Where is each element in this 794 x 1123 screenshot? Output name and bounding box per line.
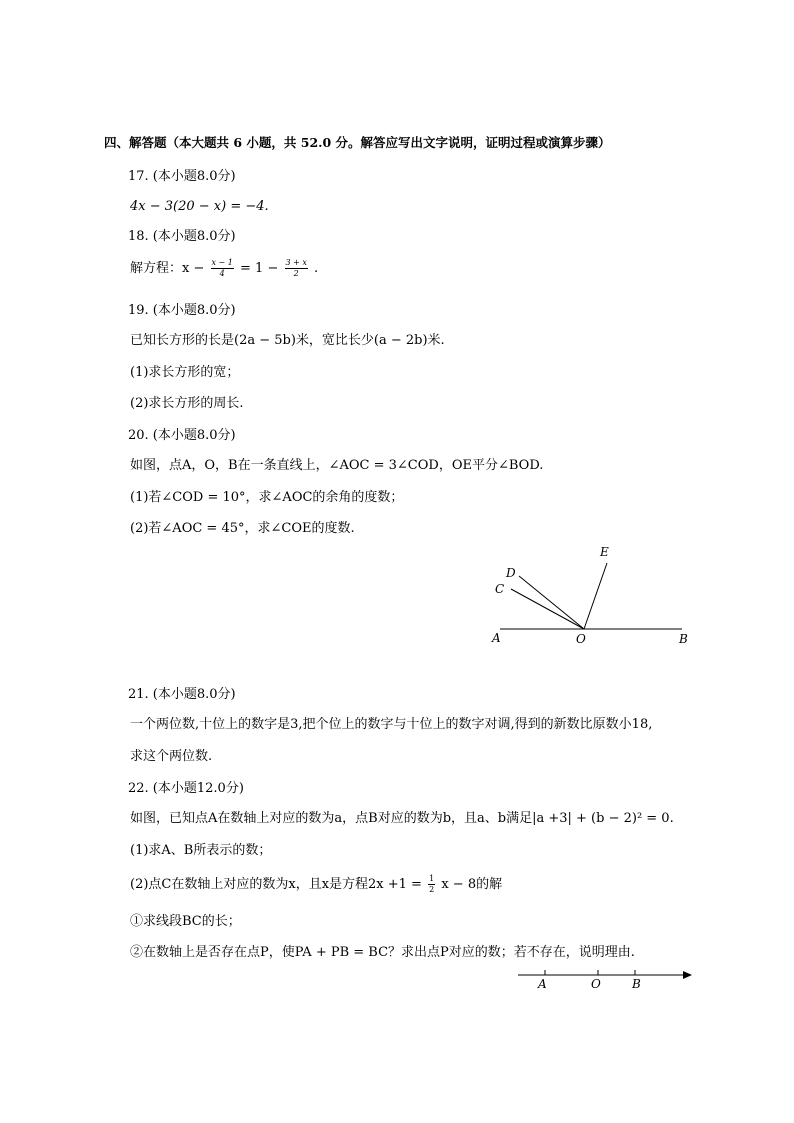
ray-OD bbox=[519, 576, 584, 629]
question-20-header: 20. (本小题8.0分) bbox=[128, 428, 236, 443]
q22-p2-pre: (2)点C在数轴上对应的数为x，且x是方程2x +1 = bbox=[130, 877, 422, 892]
question-22-subpart-1: ①求线段BC的长； bbox=[130, 914, 241, 929]
q18-f1-numerator: x − 1 bbox=[211, 258, 233, 267]
question-19-stem: 已知长方形的长是(2a − 5b)米，宽比长少(a − 2b)米. bbox=[130, 333, 445, 348]
section-title: 四、解答题（本大题共 6 小题，共 52.0 分。解答应写出文字说明，证明过程或演算步骤） bbox=[104, 135, 611, 150]
label-E: E bbox=[600, 545, 609, 559]
question-17-header: 17. (本小题8.0分) bbox=[128, 169, 236, 184]
question-19-header: 19. (本小题8.0分) bbox=[128, 303, 236, 318]
q22-p2-post: x − 8的解 bbox=[441, 877, 503, 892]
label-B: B bbox=[679, 632, 688, 646]
label-O: O bbox=[576, 632, 586, 646]
question-19-part-2: (2)求长方形的周长. bbox=[130, 396, 244, 411]
q18-f2-denominator: 2 bbox=[293, 269, 299, 278]
question-22-stem: 如图，已知点A在数轴上对应的数为a，点B对应的数为b，且a、b满足|a +3| + (b − 2)² = 0. bbox=[130, 811, 674, 826]
axis-label-B: B bbox=[632, 977, 641, 991]
question-21-stem-line-1: 一个两位数,十位上的数字是3,把个位上的数字与十位上的数字对调,得到的新数比原数小18, bbox=[130, 717, 653, 732]
question-21-header: 21. (本小题8.0分) bbox=[128, 687, 236, 702]
label-C: C bbox=[495, 582, 505, 596]
question-22-subpart-2: ②在数轴上是否存在点P，使PA + PB = BC？求出点P对应的数；若不存在，说明理由. bbox=[130, 945, 635, 960]
axis-label-O: O bbox=[591, 977, 601, 991]
question-20-part-2: (2)若∠AOC = 45°，求∠COE的度数. bbox=[130, 521, 355, 536]
question-22-part-1: (1)求A、B所表示的数； bbox=[130, 843, 272, 858]
q18-f1-denominator: 4 bbox=[219, 269, 225, 278]
q18-f2-numerator: 3 + x bbox=[285, 258, 307, 267]
question-19-part-1: (1)求长方形的宽； bbox=[130, 365, 240, 380]
q18-end: . bbox=[314, 261, 319, 276]
question-18-header: 18. (本小题8.0分) bbox=[128, 229, 236, 244]
q18-mid: = 1 − bbox=[240, 261, 279, 276]
question-21-stem-line-2: 求这个两位数. bbox=[130, 749, 213, 764]
question-20-stem: 如图，点A，O，B在一条直线上，∠AOC = 3∠COD，OE平分∠BOD. bbox=[130, 458, 544, 473]
ray-OE bbox=[584, 563, 607, 629]
label-D: D bbox=[506, 566, 516, 580]
question-20-part-1: (1)若∠COD = 10°，求∠AOC的余角的度数； bbox=[130, 490, 404, 505]
q22-numerator: 1 bbox=[429, 874, 435, 883]
q22-denominator: 2 bbox=[429, 885, 435, 894]
axis-label-A: A bbox=[538, 977, 547, 991]
label-A: A bbox=[492, 631, 501, 645]
q22-fraction bbox=[428, 874, 435, 895]
ray-OC bbox=[511, 589, 584, 629]
question-22-part-2 bbox=[130, 874, 502, 895]
question-17-equation: 4x − 3(20 − x) = −4. bbox=[130, 199, 269, 214]
q18-prefix: 解方程：x − bbox=[130, 261, 205, 276]
question-22-header: 22. (本小题12.0分) bbox=[128, 781, 244, 796]
